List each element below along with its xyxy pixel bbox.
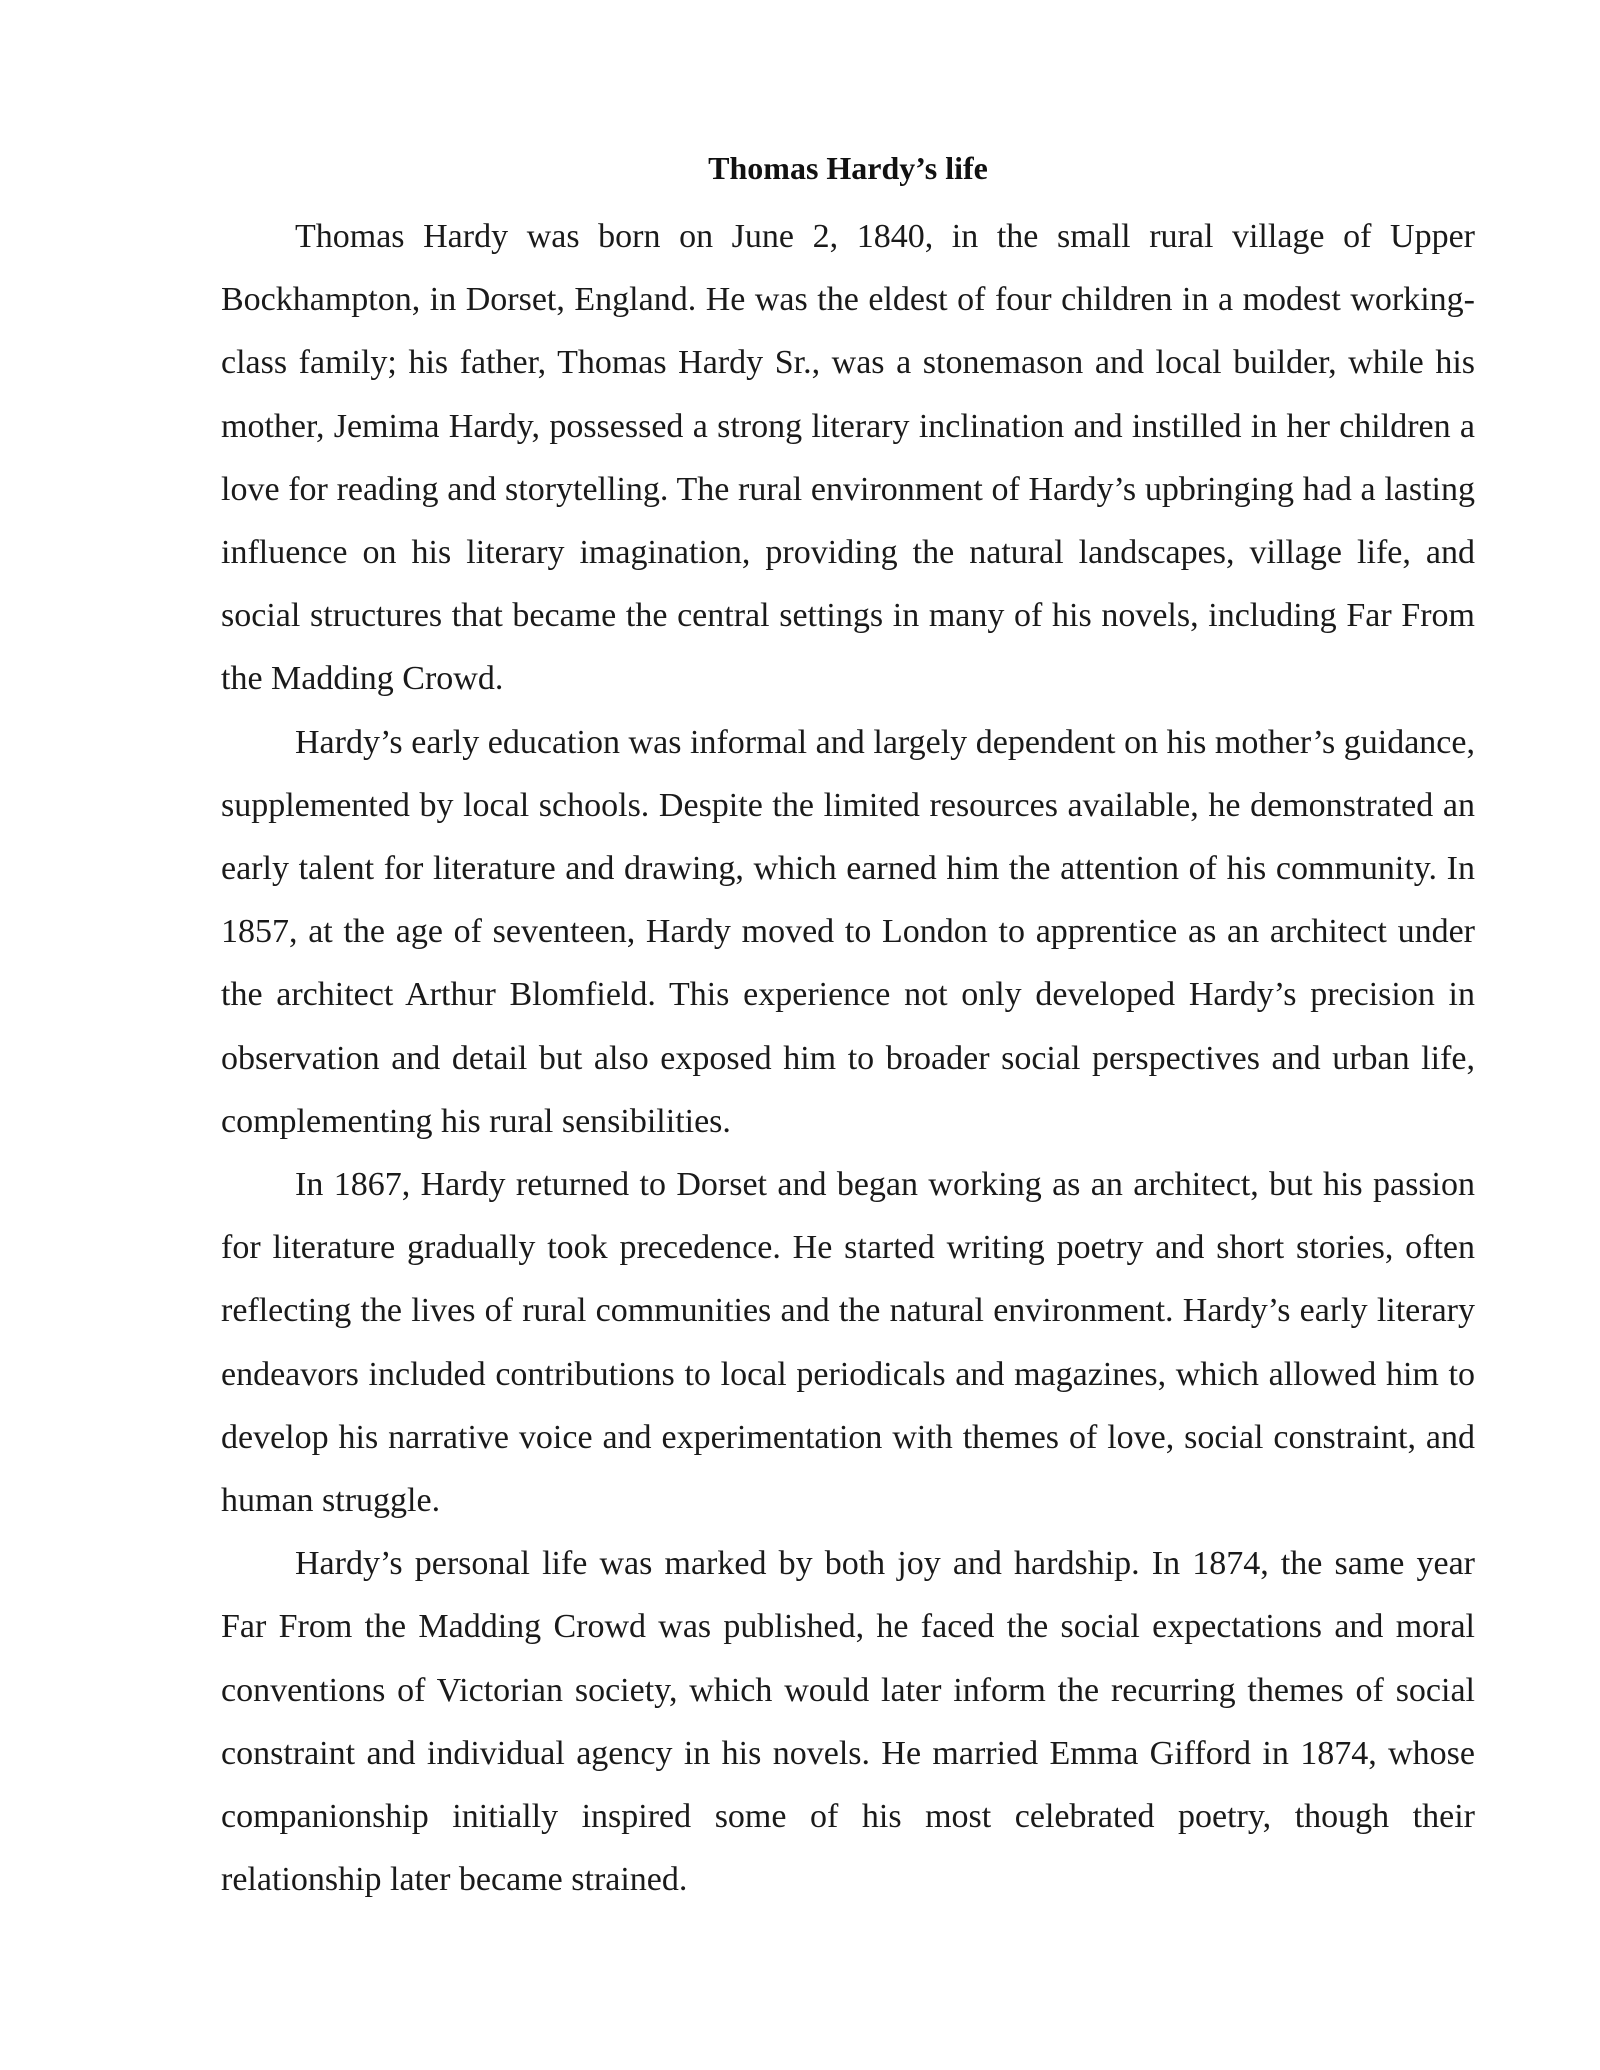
document-body bbox=[221, 142, 1475, 1911]
paragraph-early-life: Thomas Hardy was born on June 2, 1840, in the small rural village of Upper Bockhampton, in Dorset, England. He was the eldest of four children in a modest working-class family; his father, Thomas Hardy Sr., was a stonemason and local builder, while his mother, Jemima Hardy, possessed a strong literary inclination and instilled in her children a love for reading and storytelling. The rural environment of Hardy’s upbringing had a lasting influence on his literary imagination, providing the natural landscapes, village life, and social structures that became the central settings in many of his novels, including Far From the Madding Crowd. bbox=[221, 218, 1475, 698]
paragraph-education: Hardy’s early education was informal and largely dependent on his mother’s guidance, supplemented by local schools. Despite the limited resources available, he demonstrated an early talent for literature and drawing, which earned him the attention of his community. In 1857, at the age of seventeen, Hardy moved to London to apprentice as an architect under the architect Arthur Blomfield. This experience not only developed Hardy’s precision in observation and detail but also exposed him to broader social perspectives and urban life, complementing his rural sensibilities. bbox=[221, 723, 1475, 1140]
paragraph-personal-life: Hardy’s personal life was marked by both joy and hardship. In 1874, the same year Far From the Madding Crowd was published, he faced the social expectations and moral conventions of Victorian society, which would later inform the recurring themes of social constraint and individual agency in his novels. He married Emma Gifford in 1874, whose companionship initially inspired some of his most celebrated poetry, though their relationship later became strained. bbox=[221, 1545, 1475, 1899]
paragraph-return-to-dorset: In 1867, Hardy returned to Dorset and began working as an architect, but his passion for literature gradually took precedence. He started writing poetry and short stories, often reflecting the lives of rural communities and the natural environment. Hardy’s early literary endeavors included contributions to local periodicals and magazines, which allowed him to develop his narrative voice and experimentation with themes of love, social constraint, and human struggle. bbox=[221, 1166, 1475, 1520]
document-title: Thomas Hardy’s life bbox=[708, 150, 988, 186]
